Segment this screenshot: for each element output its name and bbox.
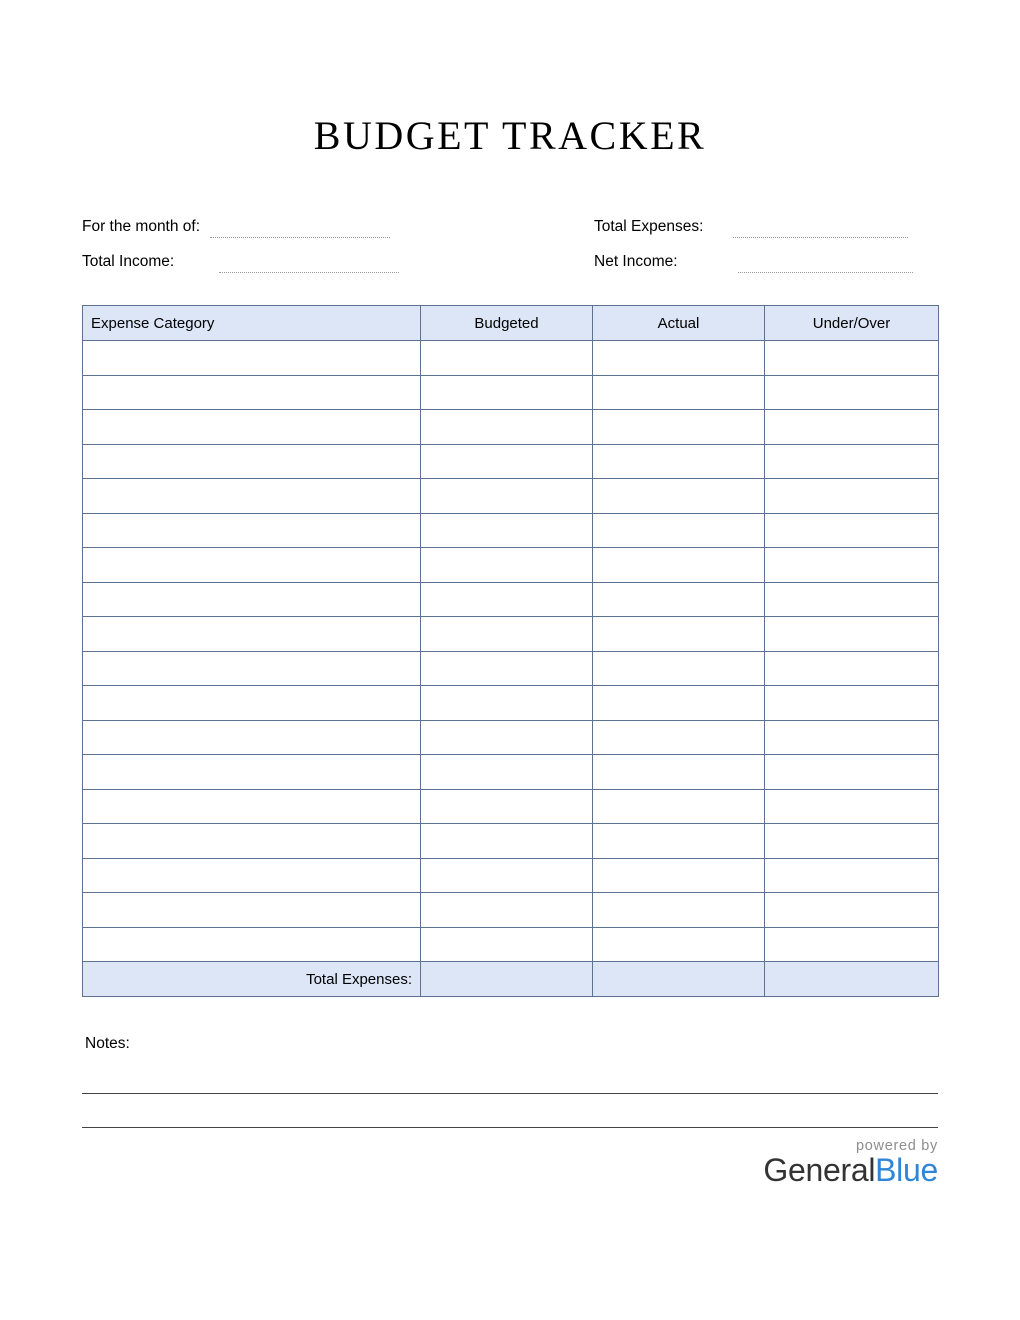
cell-category[interactable] — [83, 755, 421, 790]
cell-under-over[interactable] — [765, 617, 939, 652]
total-expenses-field-group — [594, 218, 938, 238]
table-row — [83, 893, 939, 928]
cell-budgeted[interactable] — [421, 548, 593, 583]
info-row-1 — [82, 203, 938, 238]
cell-actual[interactable] — [593, 720, 765, 755]
cell-under-over[interactable] — [765, 582, 939, 617]
table-row — [83, 755, 939, 790]
cell-under-over[interactable] — [765, 341, 939, 376]
cell-actual[interactable] — [593, 651, 765, 686]
table-row — [83, 824, 939, 859]
total-income-input[interactable] — [219, 255, 399, 273]
cell-under-over[interactable] — [765, 548, 939, 583]
brand-name-general: General — [763, 1152, 876, 1188]
cell-category[interactable] — [83, 824, 421, 859]
cell-category[interactable] — [83, 927, 421, 962]
cell-actual[interactable] — [593, 755, 765, 790]
cell-under-over[interactable] — [765, 651, 939, 686]
table-row — [83, 479, 939, 514]
cell-budgeted[interactable] — [421, 858, 593, 893]
table-row — [83, 548, 939, 583]
cell-actual[interactable] — [593, 444, 765, 479]
cell-under-over[interactable] — [765, 927, 939, 962]
table-row — [83, 341, 939, 376]
cell-actual[interactable] — [593, 893, 765, 928]
cell-budgeted[interactable] — [421, 893, 593, 928]
cell-under-over[interactable] — [765, 789, 939, 824]
month-field-group — [82, 218, 594, 238]
cell-budgeted[interactable] — [421, 513, 593, 548]
table-row — [83, 789, 939, 824]
month-label: For the month of: — [82, 218, 201, 235]
cell-category[interactable] — [83, 789, 421, 824]
month-input[interactable] — [210, 220, 390, 238]
column-header-budgeted: Budgeted — [421, 306, 593, 341]
total-expenses-label: Total Expenses: — [594, 218, 704, 235]
info-row-2 — [82, 238, 938, 273]
cell-under-over[interactable] — [765, 410, 939, 445]
brand-name-blue: Blue — [875, 1152, 938, 1188]
cell-under-over[interactable] — [765, 686, 939, 721]
cell-budgeted[interactable] — [421, 651, 593, 686]
table-row — [83, 513, 939, 548]
cell-actual[interactable] — [593, 858, 765, 893]
cell-under-over[interactable] — [765, 755, 939, 790]
cell-category[interactable] — [83, 617, 421, 652]
cell-budgeted[interactable] — [421, 410, 593, 445]
table-total-row — [83, 962, 939, 997]
table-row — [83, 720, 939, 755]
cell-actual[interactable] — [593, 686, 765, 721]
cell-budgeted[interactable] — [421, 789, 593, 824]
table-row — [83, 375, 939, 410]
cell-budgeted[interactable] — [421, 617, 593, 652]
cell-budgeted[interactable] — [421, 582, 593, 617]
cell-category[interactable] — [83, 720, 421, 755]
cell-category[interactable] — [83, 410, 421, 445]
cell-under-over[interactable] — [765, 479, 939, 514]
cell-budgeted[interactable] — [421, 375, 593, 410]
cell-actual[interactable] — [593, 824, 765, 859]
table-row — [83, 686, 939, 721]
cell-under-over[interactable] — [765, 893, 939, 928]
notes-input-line-2[interactable] — [82, 1127, 938, 1128]
cell-actual[interactable] — [593, 410, 765, 445]
cell-under-over[interactable] — [765, 858, 939, 893]
table-row — [83, 617, 939, 652]
cell-actual[interactable] — [593, 582, 765, 617]
cell-actual[interactable] — [593, 479, 765, 514]
net-income-label: Net Income: — [594, 253, 678, 270]
cell-category[interactable] — [83, 375, 421, 410]
cell-category[interactable] — [83, 341, 421, 376]
total-under-over-cell[interactable] — [765, 962, 939, 997]
cell-category[interactable] — [83, 444, 421, 479]
table-row — [83, 410, 939, 445]
total-income-label: Total Income: — [82, 253, 175, 270]
total-income-field-group — [82, 253, 594, 273]
cell-category[interactable] — [83, 513, 421, 548]
table-row — [83, 927, 939, 962]
brand-name — [638, 1152, 938, 1189]
table-row — [83, 582, 939, 617]
cell-actual[interactable] — [593, 513, 765, 548]
table-header-row — [83, 306, 939, 341]
cell-actual[interactable] — [593, 927, 765, 962]
cell-actual[interactable] — [593, 789, 765, 824]
info-fields — [82, 203, 938, 273]
cell-budgeted[interactable] — [421, 720, 593, 755]
cell-actual[interactable] — [593, 617, 765, 652]
net-income-input[interactable] — [738, 255, 913, 273]
cell-under-over[interactable] — [765, 720, 939, 755]
cell-category[interactable] — [83, 548, 421, 583]
column-header-actual: Actual — [593, 306, 765, 341]
cell-category[interactable] — [83, 686, 421, 721]
cell-under-over[interactable] — [765, 375, 939, 410]
table-row — [83, 444, 939, 479]
cell-category[interactable] — [83, 582, 421, 617]
cell-budgeted[interactable] — [421, 686, 593, 721]
cell-budgeted[interactable] — [421, 444, 593, 479]
budget-table — [82, 305, 939, 997]
total-expenses-row-label: Total Expenses: — [83, 962, 421, 997]
cell-budgeted[interactable] — [421, 479, 593, 514]
cell-under-over[interactable] — [765, 824, 939, 859]
total-actual-cell[interactable] — [593, 962, 765, 997]
notes-label: Notes: — [85, 1035, 130, 1052]
powered-by-label: powered by — [856, 1138, 938, 1154]
total-expenses-input[interactable] — [733, 220, 908, 238]
cell-budgeted[interactable] — [421, 927, 593, 962]
cell-category[interactable] — [83, 479, 421, 514]
net-income-field-group — [594, 253, 938, 273]
column-header-expense-category: Expense Category — [83, 306, 421, 341]
notes-input-line-1[interactable] — [82, 1093, 938, 1094]
table-row — [83, 858, 939, 893]
cell-actual[interactable] — [593, 375, 765, 410]
cell-category[interactable] — [83, 893, 421, 928]
cell-budgeted[interactable] — [421, 755, 593, 790]
cell-budgeted[interactable] — [421, 341, 593, 376]
cell-category[interactable] — [83, 651, 421, 686]
table-row — [83, 651, 939, 686]
page-title: BUDGET TRACKER — [313, 113, 707, 158]
cell-budgeted[interactable] — [421, 824, 593, 859]
cell-under-over[interactable] — [765, 513, 939, 548]
footer-logo — [638, 1138, 938, 1189]
cell-actual[interactable] — [593, 341, 765, 376]
cell-under-over[interactable] — [765, 444, 939, 479]
cell-actual[interactable] — [593, 548, 765, 583]
column-header-under-over: Under/Over — [765, 306, 939, 341]
total-budgeted-cell[interactable] — [421, 962, 593, 997]
table-body — [83, 341, 939, 997]
cell-category[interactable] — [83, 858, 421, 893]
